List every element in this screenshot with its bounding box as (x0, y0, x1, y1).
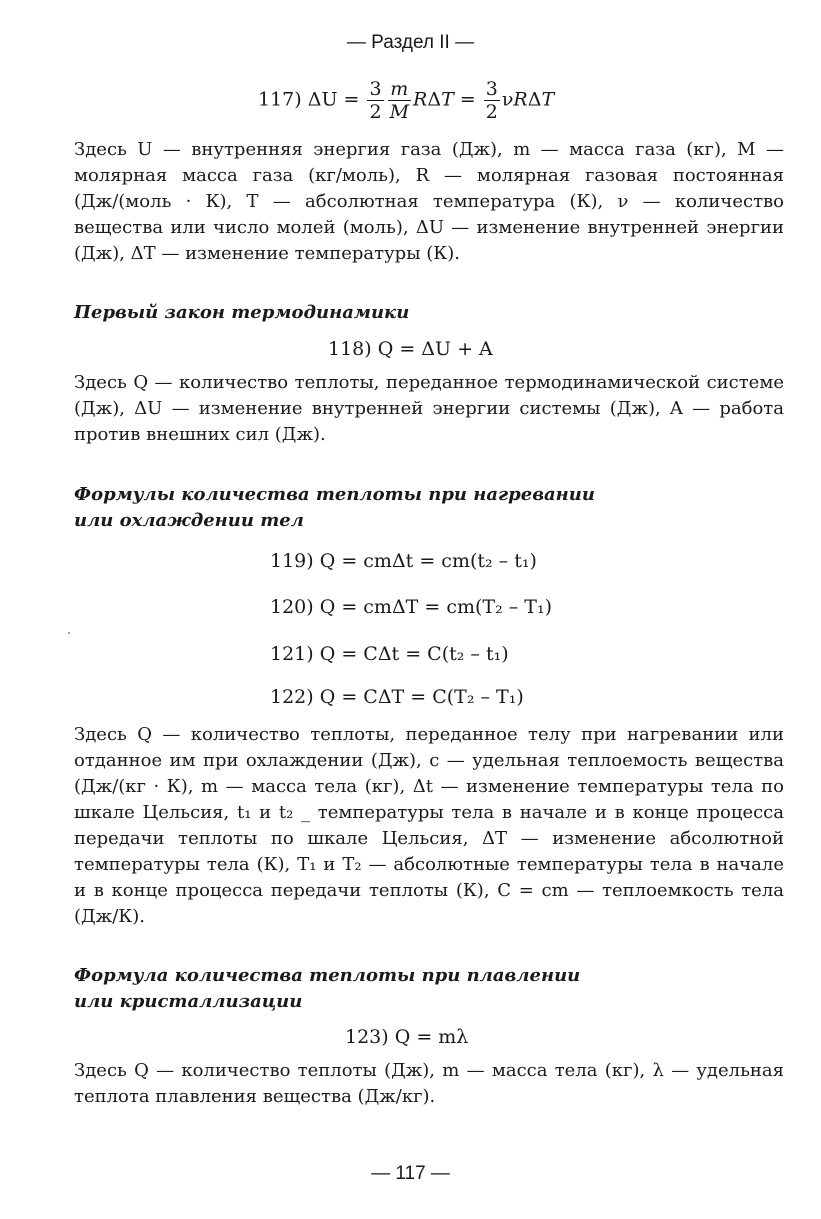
running-head: — Раздел II — (346, 32, 475, 53)
heading-heat-heating-line2: или охлаждении тел (74, 510, 304, 531)
formula-117: 117) ΔU = $\frac{3}{2}$ $\frac{m}{M}$ RΔT = $\frac{3}{2}$ νRΔT (258, 78, 555, 123)
formula-121: 121) Q = CΔt = C(t₂ – t₁) (270, 643, 509, 665)
fraction-3-2: $\frac{3}{2}$ (369, 78, 382, 123)
paragraph-122-legend: Здесь Q — количество теплоты, переданное телу при нагревании или отданное им при охлаждении (Дж), c — удельная теплоемость вещества (Дж/(кг · К), m — масса тела (кг), Δt — изменение температуры тела по шкале Цельсия, t₁ и t₂ _ температуры тела в начале и в конце процесса передачи теплоты по шкале Цельсия, ΔT — изменение абсолютной температуры тела (К), T₁ и T₂ — абсолютные температуры тела в начале и в конце процесса передачи теплоты (К), C = cm — теплоемкость тела (Дж/К). (74, 724, 784, 927)
heading-heat-melting-line2: или кристаллизации (74, 991, 303, 1012)
page-number: — 117 — (371, 1163, 450, 1184)
fraction-m-M: $\frac{m}{M}$ (389, 78, 410, 123)
scan-speck (68, 632, 70, 634)
heading-heat-heating-line1: Формулы количества теплоты при нагревании (74, 484, 595, 505)
formula-123: 123) Q = mλ (345, 1026, 469, 1048)
formula-118: 118) Q = ΔU + A (328, 338, 493, 360)
formula-120: 120) Q = cmΔT = cm(T₂ – T₁) (270, 596, 552, 618)
formula-119: 119) Q = cmΔt = cm(t₂ – t₁) (270, 550, 537, 572)
formula-122: 122) Q = CΔT = C(T₂ – T₁) (270, 686, 524, 708)
fraction-3-2b: $\frac{3}{2}$ (485, 78, 498, 123)
paragraph-117-legend: Здесь U — внутренняя энергия газа (Дж), m — масса газа (кг), M — молярная масса газа (кг/моль), R — молярная газовая постоянная (Дж/(моль · К), T — абсолютная температура (К), ν — количество вещества или число молей (моль), ΔU — изменение внутренней энергии (Дж), ΔT — изменение температуры (К). (74, 139, 784, 264)
paragraph-118-legend: Здесь Q — количество теплоты, переданное термодинамической системе (Дж), ΔU — изменение внутренней энергии системы (Дж), A — работа против внешних сил (Дж). (74, 372, 784, 445)
paragraph-123-legend: Здесь Q — количество теплоты (Дж), m — масса тела (кг), λ — удельная теплота плавления вещества (Дж/кг). (74, 1060, 784, 1107)
formula-117-number: 117) (258, 88, 302, 111)
heading-heat-melting-line1: Формула количества теплоты при плавлении (74, 965, 581, 986)
heading-first-law: Первый закон термодинамики (74, 302, 410, 323)
